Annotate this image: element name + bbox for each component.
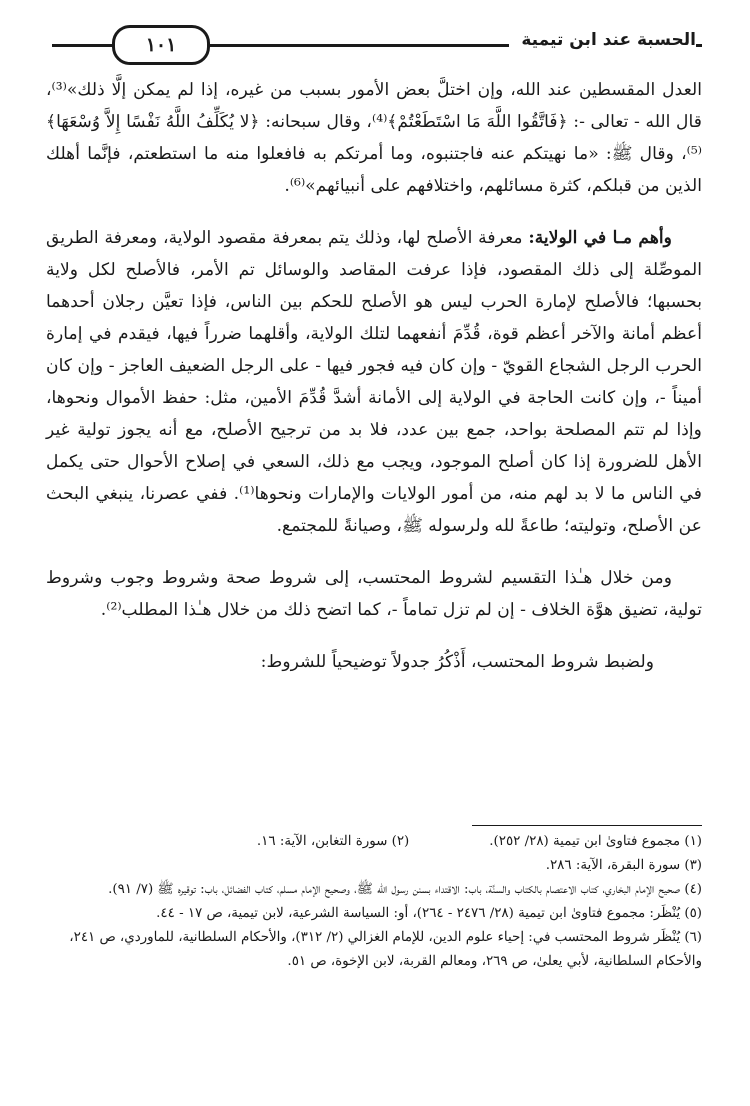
paragraph-4: ولضبط شروط المحتسب، أَذْكُرُ جدولاً توضيحياً للشروط: <box>260 652 654 672</box>
page-number: ١٠١ <box>112 25 210 65</box>
paragraph-3: ومن خلال هـٰذا التقسيم لشروط المحتسب، إلى شروط صحة وشروط وجوب وشروط تولية، تضيق هوَّة الخلاف - إن لم تزل تماماً -، كما اتضح ذلك من خلال هـٰذا المطلب⁽²⁾. <box>46 568 702 620</box>
paragraph-2-lead: وأهم مـا في الولاية: <box>528 228 672 248</box>
paragraph-2-text: معرفة الأصلح لها، وذلك يتم بمعرفة مقصود الولاية، ومعرفة الطريق الموصِّلة إلى ذلك المقصود، فإذا عرفت المقاصد والوسائل تم الأمر، فالأصلح لكل ولاية بحسبها؛ فالأصلح لإمارة الحرب ليس هو الأصلح للحكم بين الناس، فإذا تعيَّن رجلان أحدهما أعظم أمانة والآخر أعظم قوة، قُدِّمَ أنفعهما لتلك الولاية، وأقلهما ضرراً فيها، فيقدم في إمارة الحرب الرجل الشجاع القويّ - وإن كان فيه فجور فيها - على الرجل الضعيف العاجز - وإن كان أميناً -، وإن كانت الحاجة في الولاية إلى الأمانة أشدَّ قُدِّمَ الأمين، مثل: حفظ الأموال ونحوها، وإذا لم تتم المصلحة بواحد، جمع بين عدد، فلا بد من ترجيح الأصلح، مع أنه يجوز تولية غير الأهل للضرورة إذا كان أصلح الموجود، ويجب مع ذلك، السعي في إصلاح الأحوال حتى يكمل في الناس ما لا بد لهم منه، من أمور الولايات والإمارات ونحوها⁽¹⁾. ففي عصرنا، ينبغي البحث عن الأصلح، وتوليته؛ طاعةً لله ولرسوله ﷺ، وصيانةً للمجتمع. <box>46 228 702 536</box>
main-text <box>46 74 702 698</box>
footnote-1: (١) مجموع فتاوىٰ ابن تيمية (٢٨/ ٢٥٢). <box>489 834 702 849</box>
running-title: الحسبة عند ابن تيمية <box>509 30 696 50</box>
footnote-separator <box>472 825 702 826</box>
footnote-4: (٤) صحيح الإمام البخاري، كتاب الاعتصام بالكتاب والسنَّة، باب: الاقتداء بسنن رسول الله ﷺ، وصحيح الإمام مسلم، كتاب الفضائل، باب: توقيره ﷺ (٧/ ٩١). <box>108 882 702 897</box>
paragraph-2 <box>46 222 702 542</box>
footnote-5: (٥) يُنْظَر: مجموع فتاوىٰ ابن تيمية (٢٨/ ٢٤٧٦ - ٢٦٤)، أو: السياسة الشرعية، لابن تيمية، ص ١٧ - ٤٤. <box>156 906 702 921</box>
footnote-3: (٣) سورة البقرة، الآية: ٢٨٦. <box>545 858 702 873</box>
paragraph-1: العدل المقسطين عند الله، وإن اختلَّ بعض الأمور بسبب من غيره، إذا لم يمكن إلَّا ذلك»⁽³⁾، قال الله - تعالى -: ﴿فَاتَّقُوا اللَّهَ مَا اسْتَطَعْتُمْ﴾⁽⁴⁾، وقال سبحانه: ﴿لا يُكَلِّفُ اللَّهُ نَفْسًا إِلاَّ وُسْعَهَا﴾⁽⁵⁾، وقال ﷺ: «ما نهيتكم عنه فاجتنبوه، وما أمرتكم به فافعلوا منه ما استطعتم، فإنَّما أهلك الذين من قبلكم، كثرة مسائلهم، واختلافهم على أنبيائهم»⁽⁶⁾. <box>46 80 702 196</box>
footnote-row <box>46 830 702 854</box>
footnote-6: (٦) يُنْظَر شروط المحتسب في: إحياء علوم الدين، للإمام الغزالي (٢/ ٣١٢)، والأحكام السلطانية، للماوردي، ص ٢٤١، والأحكام السلطانية، لأبي يعلىٰ، ص ٢٦٩، ومعالم القربة، لابن الإخوة، ص ٥١. <box>69 930 702 969</box>
footnote-2: (٢) سورة التغابن، الآية: ١٦. <box>256 834 410 849</box>
header-rule-left <box>52 44 114 47</box>
footnotes <box>46 830 702 974</box>
running-header <box>52 22 702 66</box>
